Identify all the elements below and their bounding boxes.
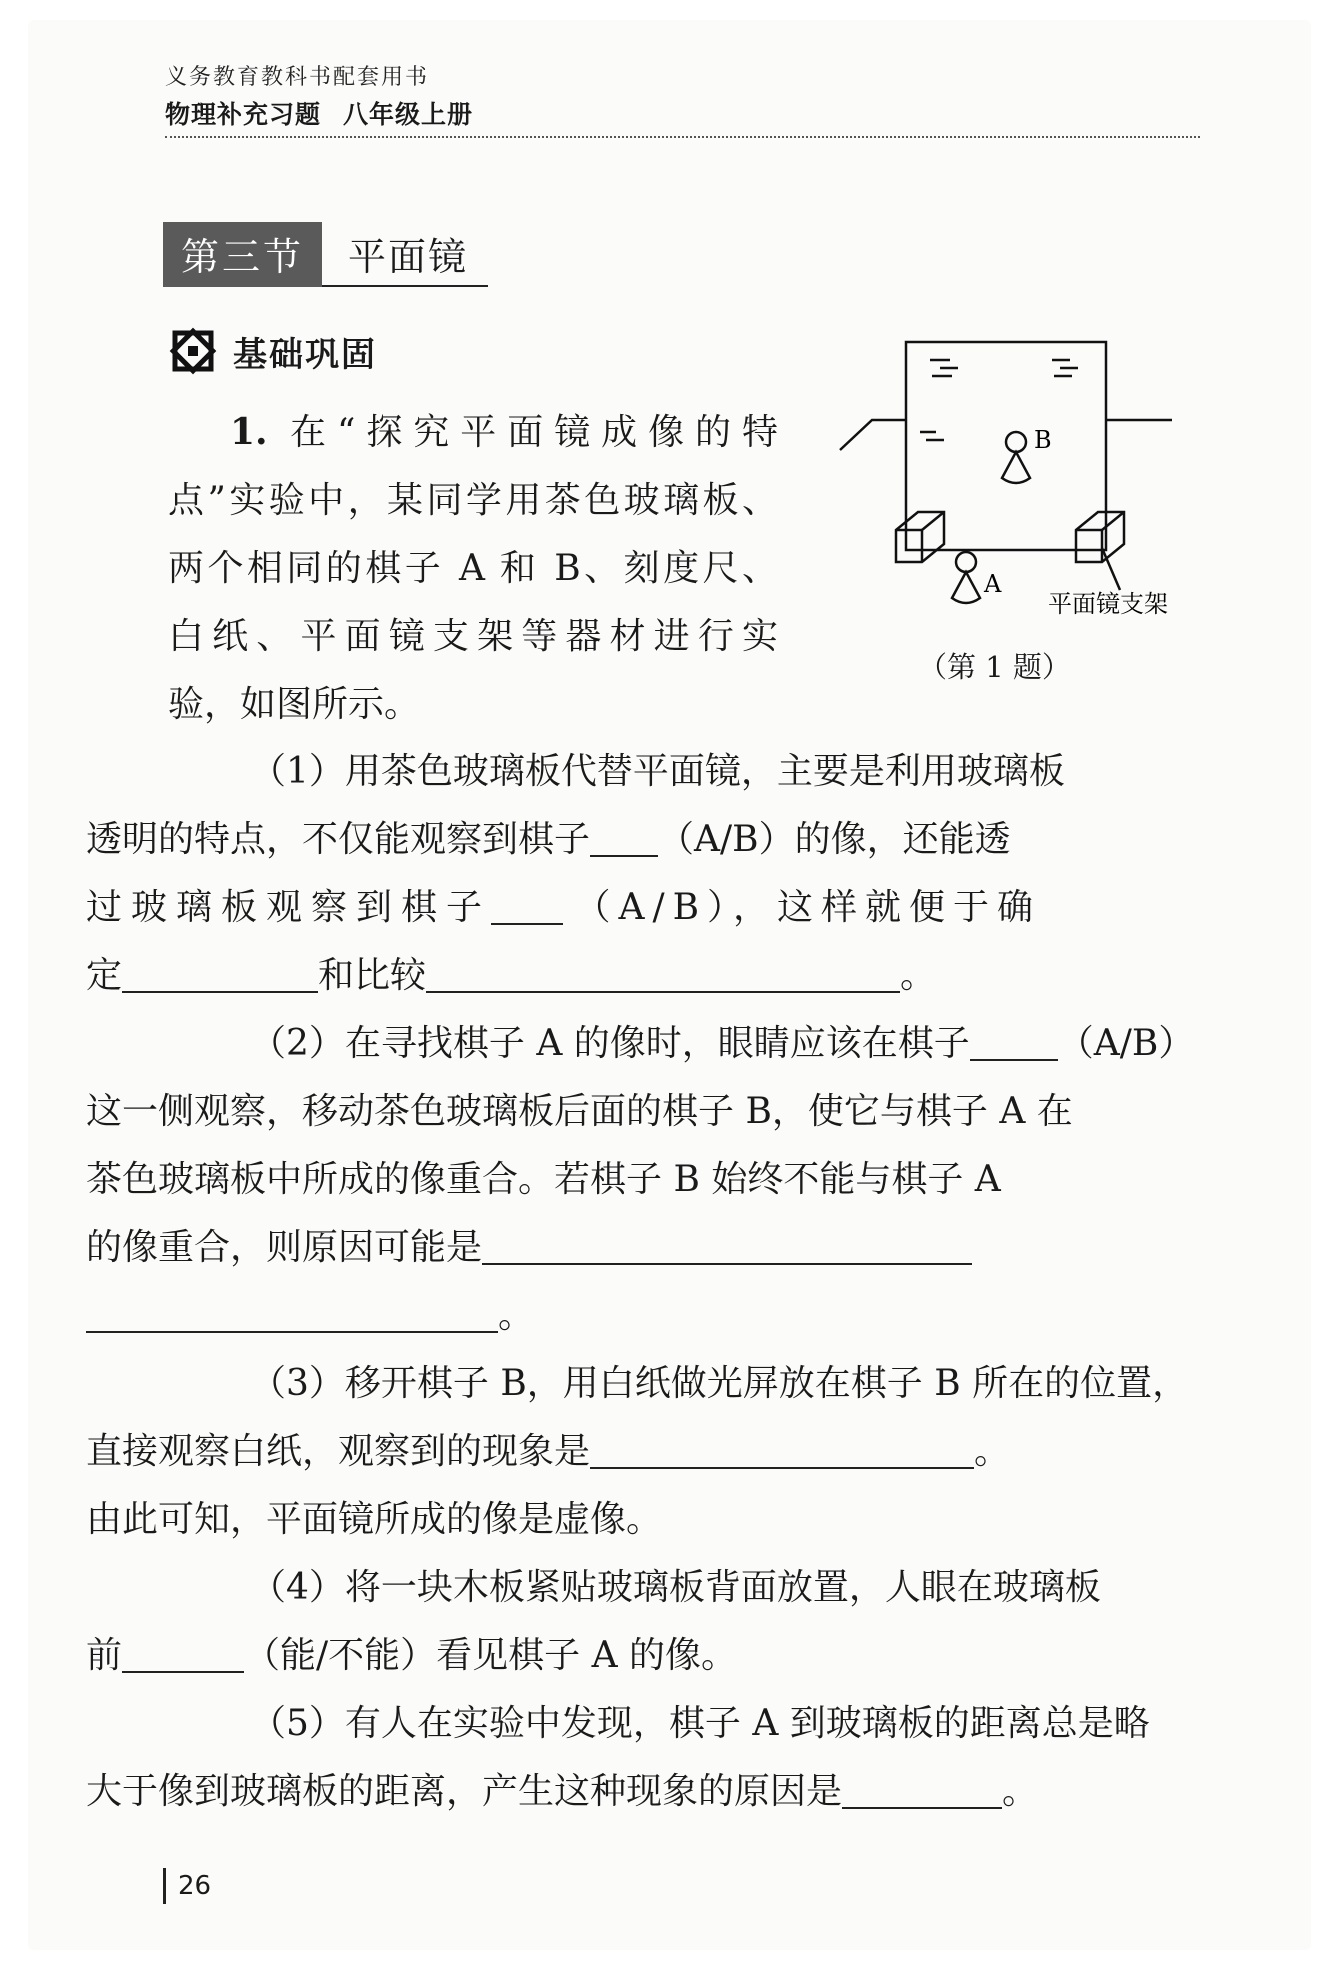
part-text: （A/B）: [1057, 1023, 1195, 1064]
question-number: 1.: [230, 411, 268, 453]
part-text: 前: [86, 1635, 123, 1676]
part-text: （1）用茶色玻璃板代替平面镜，主要是利用玻璃板: [250, 751, 1065, 792]
answer-blank[interactable]: [426, 951, 900, 993]
answer-blank[interactable]: [842, 1767, 1002, 1809]
series-title: 义务教育教科书配套用书: [165, 65, 430, 90]
book-name: 物理补充习题: [165, 100, 322, 129]
section-number: 第三节: [163, 222, 322, 287]
header-divider: [165, 136, 1200, 138]
figure-caption: （第 1 题）: [918, 650, 1071, 684]
question-1-intro: [168, 398, 778, 739]
answer-blank[interactable]: [970, 1019, 1058, 1061]
intro-line: 验，如图所示。: [168, 684, 421, 725]
section-name: 平面镜: [322, 226, 488, 287]
answer-blank[interactable]: [491, 883, 563, 925]
part-text: 。: [974, 1431, 1011, 1472]
part-text: 过玻璃板观察到棋子: [86, 887, 492, 928]
page-number: 26: [178, 1871, 212, 1901]
subsection-title: 基础巩固: [233, 334, 377, 375]
part-text: 。: [900, 955, 937, 996]
subsection-heading: [165, 323, 377, 379]
intro-line: 两个相同的棋子 A 和 B、刻度尺、: [168, 548, 778, 589]
part-text: 茶色玻璃板中所成的像重合。若棋子 B 始终不能与棋子 A: [86, 1159, 1001, 1200]
label-b: B: [1034, 426, 1052, 454]
part-text: （3）移开棋子 B，用白纸做光屏放在棋子 B 所在的位置，: [250, 1363, 1189, 1404]
stand-label: 平面镜支架: [1048, 590, 1168, 618]
running-header: [165, 60, 473, 131]
part-text: （能/不能）看见棋子 A 的像。: [244, 1635, 738, 1676]
part-text: （4）将一块木板紧贴玻璃板背面放置，人眼在玻璃板: [250, 1567, 1101, 1608]
intro-line: 点”实验中，某同学用茶色玻璃板、: [168, 480, 778, 521]
answer-blank[interactable]: [86, 1291, 498, 1333]
part-text: （5）有人在实验中发现，棋子 A 到玻璃板的距离总是略: [250, 1703, 1150, 1744]
part-text: 的像重合，则原因可能是: [86, 1227, 483, 1268]
part-text: 。: [498, 1295, 535, 1336]
book-title: [165, 95, 473, 131]
part-4: [86, 1554, 1206, 1690]
part-3: [86, 1350, 1206, 1554]
piece-a: [956, 552, 976, 572]
part-text: 定: [86, 955, 123, 996]
part-text: 透明的特点，不仅能观察到棋子: [86, 819, 591, 860]
label-a: A: [984, 570, 1002, 598]
part-text: 由此可知，平面镜所成的像是虚像。: [86, 1499, 663, 1540]
part-2: [86, 1010, 1206, 1350]
part-text: （2）在寻找棋子 A 的像时，眼睛应该在棋子: [250, 1023, 970, 1064]
section-heading: [163, 222, 488, 287]
ornament-diamond-icon: [165, 323, 221, 379]
intro-line: 白纸、平面镜支架等器材进行实: [168, 616, 778, 657]
answer-blank[interactable]: [590, 815, 658, 857]
part-1: [86, 738, 1206, 1010]
part-5: [86, 1690, 1206, 1826]
part-text: 这一侧观察，移动茶色玻璃板后面的棋子 B，使它与棋子 A 在: [86, 1091, 1073, 1132]
question-1-parts: [86, 738, 1206, 1826]
part-text: （A/B），这样就便于确: [574, 887, 1042, 928]
part-text: 和比较: [318, 955, 427, 996]
part-text: （A/B）的像，还能透: [658, 819, 1011, 860]
answer-blank[interactable]: [122, 1631, 244, 1673]
part-text: 直接观察白纸，观察到的现象是: [86, 1431, 591, 1472]
grade: 八年级上册: [343, 100, 474, 129]
page-footer: [163, 1868, 211, 1904]
answer-blank[interactable]: [590, 1427, 974, 1469]
intro-line: 在“探究平面镜成像的特: [290, 412, 778, 453]
part-text: 。: [1002, 1771, 1039, 1812]
part-text: 大于像到玻璃板的距离，产生这种现象的原因是: [86, 1771, 843, 1812]
footer-bar: [163, 1868, 166, 1904]
piece-b: [1006, 432, 1026, 452]
answer-blank[interactable]: [122, 951, 318, 993]
answer-blank[interactable]: [482, 1223, 972, 1265]
